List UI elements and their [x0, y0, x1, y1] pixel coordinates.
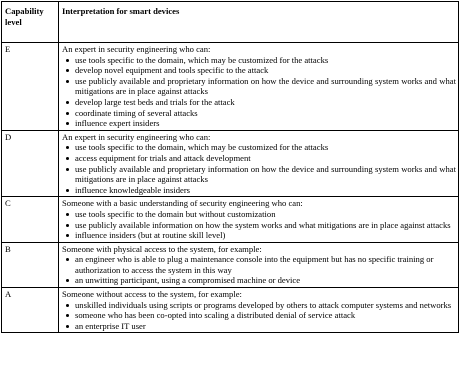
list-item: influence knowledgeable insiders	[75, 185, 456, 196]
level-cell: E	[2, 43, 59, 131]
list-item: an unwitting participant, using a compromised machine or device	[75, 275, 456, 286]
capability-table	[1, 1, 459, 333]
interpretation-cell	[59, 288, 459, 333]
list-item: influence expert insiders	[75, 118, 456, 129]
interpretation-cell	[59, 197, 459, 242]
level-cell: A	[2, 288, 59, 333]
table-row-b	[2, 242, 459, 287]
list-item: use publicly available and proprietary information on how the device and surrounding system works and what mitigations are in place against attacks	[75, 75, 456, 97]
list-item: access equipment for trials and attack development	[75, 153, 456, 164]
list-item: someone who has been co-opted into scaling a distributed denial of service attack	[75, 310, 456, 321]
list-item: an enterprise IT user	[75, 321, 456, 332]
row-intro: Someone without access to the system, for example:	[62, 289, 242, 300]
table-row-a	[2, 288, 459, 333]
level-cell: B	[2, 242, 59, 287]
row-intro: Someone with physical access to the system, for example:	[62, 243, 262, 254]
bullet-list	[62, 55, 456, 129]
header-row	[2, 2, 459, 43]
row-intro: An expert in security engineering who can:	[62, 131, 211, 142]
interpretation-cell	[59, 242, 459, 287]
header-capability-level: Capability level	[2, 2, 59, 43]
table-row-c	[2, 197, 459, 242]
table-row-d	[2, 130, 459, 197]
list-item: an engineer who is able to plug a maintenance console into the equipment but has no specific training or authorization to access the system in this way	[75, 254, 456, 275]
bullet-list	[62, 209, 456, 241]
level-cell: D	[2, 130, 59, 197]
list-item: use tools specific to the domain, which may be customized for the attacks	[75, 55, 456, 66]
list-item: influence insiders (but at routine skill level)	[75, 230, 456, 241]
list-item: unskilled individuals using scripts or programs developed by others to attack computer systems and networks	[75, 300, 456, 311]
bullet-list	[62, 254, 456, 286]
interpretation-cell	[59, 130, 459, 197]
row-intro: Someone with a basic understanding of security engineering who can:	[62, 198, 303, 209]
list-item: use publicly available information on how the system works and what mitigations are in place against attacks	[75, 220, 456, 231]
list-item: use publicly available and proprietary information on how the device and surrounding system works and what mitigations are in place against attacks	[75, 163, 456, 185]
list-item: use tools specific to the domain, which may be customized for the attacks	[75, 142, 456, 153]
interpretation-cell	[59, 43, 459, 131]
table-row-e	[2, 43, 459, 131]
list-item: develop novel equipment and tools specific to the attack	[75, 65, 456, 76]
bullet-list	[62, 142, 456, 195]
list-item: use tools specific to the domain but without customization	[75, 209, 456, 220]
level-cell: C	[2, 197, 59, 242]
bullet-list	[62, 300, 456, 332]
list-item: develop large test beds and trials for the attack	[75, 97, 456, 108]
list-item: coordinate timing of several attacks	[75, 108, 456, 119]
row-intro: An expert in security engineering who can:	[62, 44, 211, 54]
header-interpretation: Interpretation for smart devices	[59, 2, 459, 43]
